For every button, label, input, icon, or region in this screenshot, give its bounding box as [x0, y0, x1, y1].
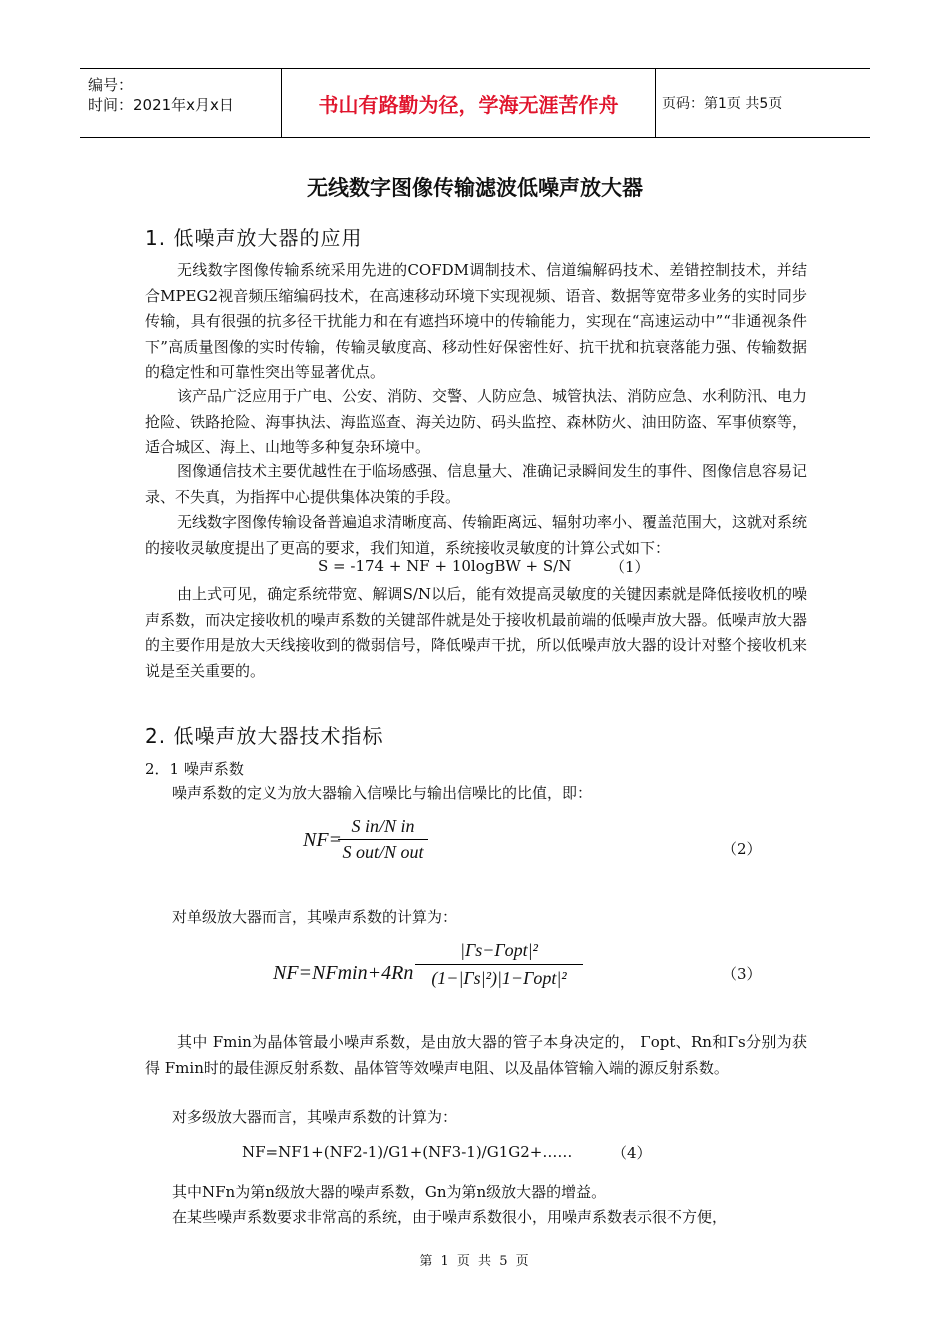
paragraph-3: 图像通信技术主要优越性在于临场感强、信息量大、准确记录瞬间发生的事件、图像信息容易记录、不失真，为指挥中心提供集体决策的手段。 — [145, 462, 808, 506]
equation-1-number: （1） — [610, 558, 650, 576]
section-2-heading: 2. 低噪声放大器技术指标 — [145, 724, 384, 748]
number-label: 编号： — [88, 76, 134, 94]
paragraph-2: 该产品广泛应用于广电、公安、消防、交警、人防应急、城管执法、消防应急、水利防汛、电力抢险、铁路抢险、海事执法、海监巡查、海关边防、码头监控、森林防火、油田防盗、军事侦察等，适合城区、海上、山地等多种复杂环境中。 — [145, 387, 808, 456]
header-page-info: 页码：第1页 共5页 — [662, 96, 783, 112]
equation-4: NF=NF1+(NF2-1)/G1+(NF3-1)/G1G2+…… — [242, 1143, 573, 1161]
paragraph-4: 无线数字图像传输设备普遍追求清晰度高、传输距离远、辐射功率小、覆盖范围大，这就对系统的接收灵敏度提出了更高的要求，我们知道，系统接收灵敏度的计算公式如下： — [145, 513, 808, 557]
paragraph-9: 对多级放大器而言，其噪声系数的计算为： — [172, 1108, 458, 1126]
paragraph-10: 其中NFn为第n级放大器的噪声系数，Gn为第n级放大器的增益。 — [172, 1183, 607, 1201]
fraction-bar — [338, 839, 428, 840]
equation-2-fraction — [338, 816, 428, 863]
equation-3-number: （3） — [722, 965, 762, 983]
paragraph-1: 无线数字图像传输系统采用先进的COFDM调制技术、信道编解码技术、差错控制技术，并结合MPEG2视音频压缩编码技术，在高速移动环境下实现视频、语音、数据等宽带多业务的实时同步传输，具有很强的抗多径干扰能力和在有遮挡环境中的传输能力，实现在“高速运动中”“非通视条件下”高质量图像的实时传输，传输灵敏度高、移动性好保密性好、抗干扰和抗衰落能力强、传输数据的稳定性和可靠性突出等显著优点。 — [145, 261, 807, 381]
paragraph-11: 在某些噪声系数要求非常高的系统，由于噪声系数很小，用噪声系数表示很不方便， — [172, 1208, 728, 1226]
equation-2-numerator: S in/N in — [351, 816, 415, 836]
paragraph-6: 噪声系数的定义为放大器输入信噪比与输出信噪比的比值，即： — [172, 784, 593, 802]
paragraph-7: 对单级放大器而言，其噪声系数的计算为： — [172, 908, 458, 926]
page-header — [80, 68, 870, 138]
document-title: 无线数字图像传输滤波低噪声放大器 — [307, 176, 643, 200]
header-meta — [80, 69, 282, 137]
page-footer: 第 1 页 共 5 页 — [419, 1254, 531, 1269]
header-motto: 书山有路勤为径，学海无涯苦作舟 — [282, 69, 656, 137]
subsection-2-1-heading: 2．1 噪声系数 — [145, 760, 244, 778]
equation-2-lhs: NF= — [303, 829, 343, 851]
date-label: 时间：2021年x月x日 — [88, 96, 234, 114]
equation-3-numerator: |Γs−Γopt|² — [460, 940, 538, 960]
equation-3-fraction — [415, 940, 583, 989]
section-1-heading: 1. 低噪声放大器的应用 — [145, 226, 363, 250]
equation-3-lhs: NF=NFmin+4Rn — [273, 962, 414, 984]
paragraph-5: 由上式可见，确定系统带宽、解调S/N以后，能有效提高灵敏度的关键因素就是降低接收机的噪声系数，而决定接收机的噪声系数的关键部件就是处于接收机最前端的低噪声放大器。低噪声放大器的主要作用是放大天线接收到的微弱信号，降低噪声干扰，所以低噪声放大器的设计对整个接收机来说是至关重要的。 — [145, 585, 807, 680]
equation-4-number: （4） — [612, 1144, 652, 1162]
equation-3-denominator: (1−|Γs|²)|1−Γopt|² — [431, 968, 567, 988]
equation-2-denominator: S out/N out — [342, 842, 424, 862]
fraction-bar — [415, 964, 583, 965]
equation-2-number: （2） — [722, 840, 762, 858]
equation-1: S = -174 + NF + 10logBW + S/N — [318, 557, 572, 575]
paragraph-8: 其中 Fmin为晶体管最小噪声系数，是由放大器的管子本身决定的， Γopt、Rn和Γs分别为获得 Fmin时的最佳源反射系数、晶体管等效噪声电阻、以及晶体管输入端的源反射系数。 — [145, 1033, 807, 1077]
